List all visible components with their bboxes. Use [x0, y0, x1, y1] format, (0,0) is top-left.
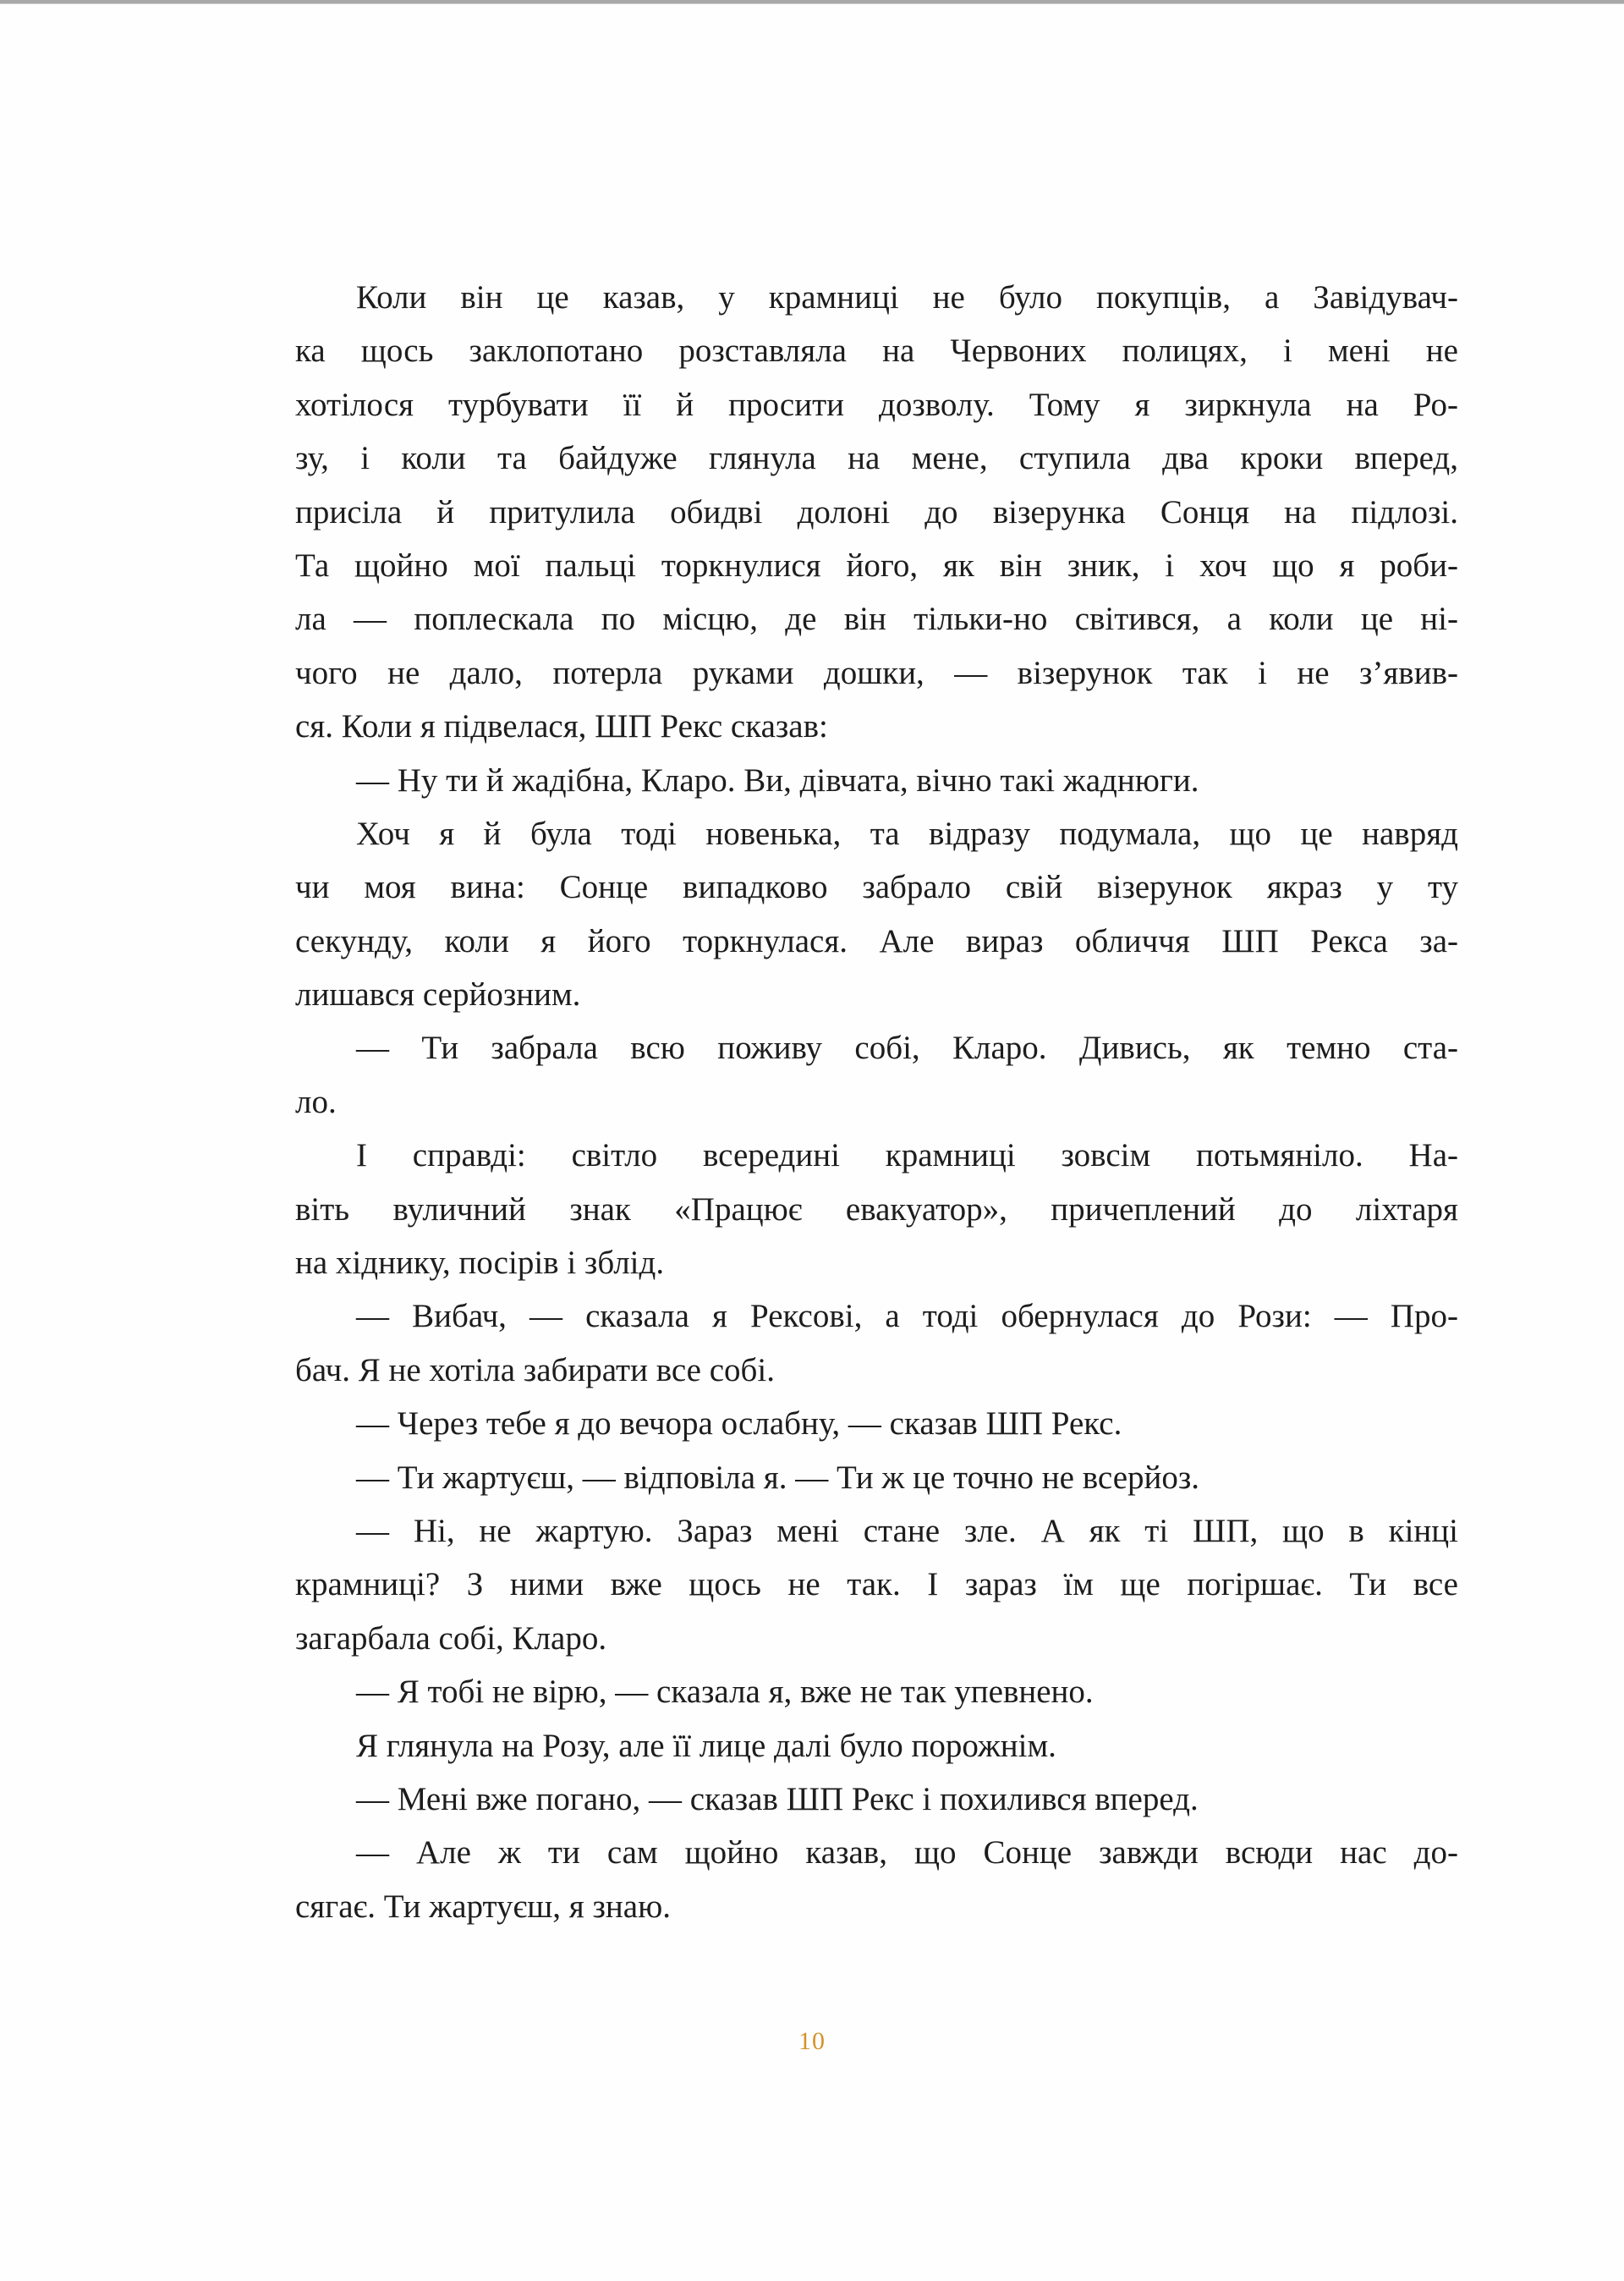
body-text — [295, 271, 1458, 1933]
text-line: Та щойно мої пальці торкнулися його, як він зник, і хоч що я роби- — [295, 547, 1458, 584]
text-line: ла — поплескала по місцю, де він тільки-но світився, а коли це ні- — [295, 601, 1458, 638]
text-line: — Ну ти й жадібна, Кларо. Ви, дівчата, вічно такі жаднюги. — [356, 761, 1199, 799]
top-border — [0, 0, 1624, 4]
text-line: присіла й притулила обидві долоні до візерунка Сонця на підлозі. — [295, 493, 1458, 530]
text-line: — Мені вже погано, — сказав ШП Рекс і похилився вперед. — [356, 1780, 1199, 1817]
page-number: 10 — [798, 2027, 826, 2055]
text-line: Я глянула на Розу, але її лице далі було порожнім. — [356, 1727, 1056, 1764]
text-line: лишався серйозним. — [295, 976, 581, 1014]
text-line: — Вибач, — сказала я Рексові, а тоді обернулася до Рози: — Про- — [356, 1298, 1458, 1335]
text-line: — Але ж ти сам щойно казав, що Сонце завжди всюди нас до- — [356, 1834, 1458, 1872]
text-line: ка щось заклопотано розставляла на Червоних полицях, і мені не — [295, 333, 1458, 370]
text-line: — Ти жартуєш, — відповіла я. — Ти ж це точно не всерйоз. — [356, 1459, 1200, 1496]
text-line: ло. — [295, 1083, 337, 1120]
text-line: — Ні, не жартую. Зараз мені стане зле. А як ті ШП, що в кінці — [356, 1512, 1458, 1549]
text-line: віть вуличний знак «Працює евакуатор», причеплений до ліхтаря — [295, 1190, 1458, 1228]
text-line: чи моя вина: Сонце випадково забрало свій візерунок якраз у ту — [295, 869, 1458, 906]
text-line: секунду, коли я його торкнулася. Але вираз обличчя ШП Рекса за- — [295, 922, 1458, 959]
text-line: зу, і коли та байдуже глянула на мене, ступила два кроки вперед, — [295, 440, 1458, 477]
text-line: крамниці? З ними вже щось не так. І зараз їм ще погіршає. Ти все — [295, 1566, 1458, 1603]
text-line: Коли він це казав, у крамниці не було покупців, а Завідувач- — [356, 279, 1458, 316]
text-line: бач. Я не хотіла забирати все собі. — [295, 1351, 775, 1388]
text-line: загарбала собі, Кларо. — [295, 1619, 607, 1657]
text-line: на хіднику, посірів і зблід. — [295, 1245, 665, 1282]
text-line: хотілося турбувати її й просити дозволу. Тому я зиркнула на Ро- — [295, 386, 1458, 423]
text-line: — Я тобі не вірю, — сказала я, вже не так упевнено. — [356, 1674, 1094, 1711]
text-line: сягає. Ти жартуєш, я знаю. — [295, 1888, 671, 1925]
text-line: Хоч я й була тоді новенька, та відразу подумала, що це навряд — [356, 815, 1458, 852]
text-line: — Через тебе я до вечора ослабну, — сказав ШП Рекс. — [356, 1405, 1122, 1443]
text-line: чого не дало, потерла руками дошки, — візерунок так і не з’явив- — [295, 654, 1458, 691]
text-line: І справді: світло всередині крамниці зовсім потьмяніло. На- — [356, 1137, 1458, 1174]
text-line: — Ти забрала всю поживу собі, Кларо. Дивись, як темно ста- — [356, 1030, 1458, 1067]
text-line: ся. Коли я підвелася, ШП Рекс сказав: — [295, 708, 828, 745]
